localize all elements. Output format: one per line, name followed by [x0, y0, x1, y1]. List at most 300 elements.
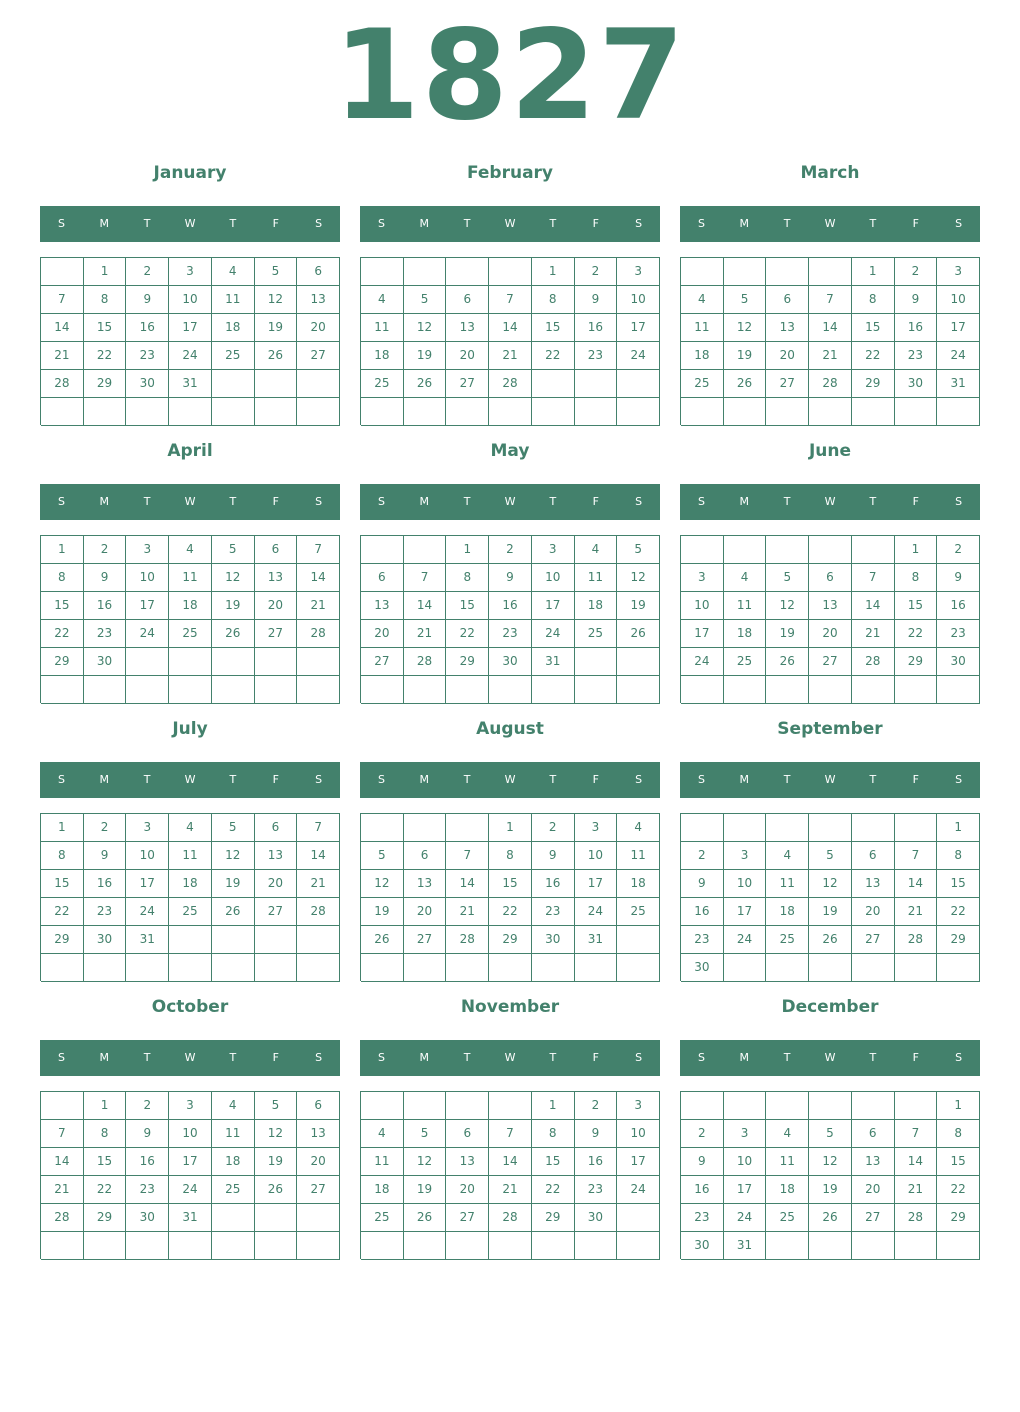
- day-cell: [361, 1232, 404, 1260]
- day-cell: 26: [255, 1176, 298, 1204]
- day-cell: 15: [532, 314, 575, 342]
- day-cell: 30: [126, 1204, 169, 1232]
- weekday-label: S: [955, 217, 963, 230]
- day-cell: 16: [532, 870, 575, 898]
- day-cell: 12: [809, 870, 852, 898]
- day-cell: 21: [489, 342, 532, 370]
- day-cell: 13: [852, 870, 895, 898]
- day-cell: [297, 1204, 340, 1232]
- day-cell: [489, 258, 532, 286]
- day-cell: [297, 954, 340, 982]
- day-cell: 29: [895, 648, 938, 676]
- day-cell: 4: [766, 1120, 809, 1148]
- day-cell: 1: [852, 258, 895, 286]
- day-cell: 27: [297, 1176, 340, 1204]
- day-cell: 3: [169, 1092, 212, 1120]
- weekday-label: W: [504, 495, 516, 508]
- day-cell: [297, 398, 340, 426]
- weekday-label: S: [635, 773, 643, 786]
- day-cell: 8: [41, 564, 84, 592]
- day-cell: 6: [852, 1120, 895, 1148]
- day-cell: 4: [212, 258, 255, 286]
- day-cell: [255, 398, 298, 426]
- weekday-label: S: [697, 217, 705, 230]
- day-cell: 24: [169, 342, 212, 370]
- day-cell: 20: [361, 620, 404, 648]
- day-cell: 11: [766, 1148, 809, 1176]
- day-cell: 26: [361, 926, 404, 954]
- day-cell: 9: [126, 286, 169, 314]
- month-name: January: [153, 163, 227, 183]
- weekday-label: S: [955, 495, 963, 508]
- day-cell: [617, 370, 660, 398]
- weekday-label: M: [419, 217, 430, 230]
- day-cell: 13: [446, 314, 489, 342]
- day-cell: 31: [724, 1232, 767, 1260]
- weekday-label: M: [99, 1051, 110, 1064]
- day-cell: [724, 258, 767, 286]
- day-cell: 15: [489, 870, 532, 898]
- day-cell: 24: [126, 620, 169, 648]
- day-cell: 11: [617, 842, 660, 870]
- day-cell: 29: [41, 648, 84, 676]
- weekday-label: F: [592, 217, 599, 230]
- day-cell: [766, 814, 809, 842]
- day-cell: 9: [84, 564, 127, 592]
- day-cell: 28: [41, 1204, 84, 1232]
- day-cell: 7: [41, 286, 84, 314]
- day-cell: 4: [212, 1092, 255, 1120]
- day-cell: [361, 676, 404, 704]
- weekday-label: T: [143, 217, 151, 230]
- day-cell: [617, 1204, 660, 1232]
- day-cell: [681, 258, 724, 286]
- day-cell: 1: [895, 536, 938, 564]
- day-cell: 21: [404, 620, 447, 648]
- weekday-label: T: [549, 773, 557, 786]
- weekday-label: T: [463, 217, 471, 230]
- day-cell: 13: [809, 592, 852, 620]
- day-cell: 19: [617, 592, 660, 620]
- weekday-label: S: [697, 1051, 705, 1064]
- day-cell: [575, 676, 618, 704]
- day-cell: [852, 1092, 895, 1120]
- weekday-label: F: [272, 217, 279, 230]
- day-cell: 14: [489, 1148, 532, 1176]
- day-cell: 11: [169, 842, 212, 870]
- day-cell: 15: [84, 314, 127, 342]
- weekday-label: F: [592, 495, 599, 508]
- day-cell: 21: [297, 870, 340, 898]
- weekday-label: S: [697, 495, 705, 508]
- day-cell: 14: [404, 592, 447, 620]
- day-cell: 18: [212, 1148, 255, 1176]
- day-cell: [297, 648, 340, 676]
- day-cell: 21: [41, 342, 84, 370]
- day-cell: 21: [852, 620, 895, 648]
- day-cell: 11: [681, 314, 724, 342]
- day-cell: 22: [937, 1176, 980, 1204]
- day-cell: 29: [937, 926, 980, 954]
- day-cell: 22: [532, 1176, 575, 1204]
- day-cell: [212, 954, 255, 982]
- day-cell: [361, 954, 404, 982]
- day-cell: 4: [361, 1120, 404, 1148]
- day-cell: 19: [404, 1176, 447, 1204]
- day-cell: 6: [297, 258, 340, 286]
- weekday-label: T: [783, 773, 791, 786]
- day-cell: 6: [404, 842, 447, 870]
- day-cell: [489, 398, 532, 426]
- day-cell: [446, 398, 489, 426]
- weekday-label: T: [783, 495, 791, 508]
- day-cell: 1: [937, 814, 980, 842]
- day-cell: 11: [212, 1120, 255, 1148]
- day-cell: [489, 676, 532, 704]
- day-cell: 10: [169, 286, 212, 314]
- weekday-label: S: [635, 1051, 643, 1064]
- day-cell: 14: [297, 564, 340, 592]
- day-cell: 13: [255, 564, 298, 592]
- day-cell: 23: [126, 342, 169, 370]
- day-cell: 8: [41, 842, 84, 870]
- day-cell: 5: [255, 1092, 298, 1120]
- weekday-label: W: [184, 1051, 196, 1064]
- day-cell: 23: [895, 342, 938, 370]
- weekday-label: W: [504, 773, 516, 786]
- weekday-header: [680, 1040, 980, 1076]
- day-cell: 25: [212, 1176, 255, 1204]
- day-cell: 6: [297, 1092, 340, 1120]
- day-cell: 3: [617, 1092, 660, 1120]
- day-cell: 10: [532, 564, 575, 592]
- day-cell: 20: [852, 898, 895, 926]
- day-cell: 6: [255, 536, 298, 564]
- weekday-label: S: [377, 773, 385, 786]
- day-cell: 18: [169, 870, 212, 898]
- day-cell: 31: [575, 926, 618, 954]
- day-cell: 18: [575, 592, 618, 620]
- day-cell: [255, 676, 298, 704]
- day-cell: 8: [446, 564, 489, 592]
- day-cell: 15: [937, 870, 980, 898]
- day-cell: 17: [724, 898, 767, 926]
- day-grid: [360, 813, 660, 981]
- weekday-label: F: [272, 495, 279, 508]
- day-cell: 25: [766, 926, 809, 954]
- day-cell: 15: [532, 1148, 575, 1176]
- day-cell: 18: [361, 1176, 404, 1204]
- day-cell: 24: [937, 342, 980, 370]
- day-cell: [766, 1092, 809, 1120]
- weekday-label: S: [377, 1051, 385, 1064]
- day-cell: 5: [212, 814, 255, 842]
- day-cell: [297, 1232, 340, 1260]
- day-cell: 28: [41, 370, 84, 398]
- day-grid: [680, 257, 980, 425]
- day-grid: [40, 257, 340, 425]
- day-cell: 15: [446, 592, 489, 620]
- day-cell: 3: [169, 258, 212, 286]
- day-cell: 11: [766, 870, 809, 898]
- day-cell: 14: [41, 314, 84, 342]
- day-cell: 14: [809, 314, 852, 342]
- day-cell: [575, 398, 618, 426]
- day-cell: [809, 536, 852, 564]
- weekday-header: [680, 762, 980, 798]
- day-cell: 22: [852, 342, 895, 370]
- day-cell: [937, 676, 980, 704]
- day-cell: [84, 398, 127, 426]
- day-cell: 17: [617, 314, 660, 342]
- day-cell: 13: [297, 286, 340, 314]
- day-cell: 18: [212, 314, 255, 342]
- day-cell: 18: [169, 592, 212, 620]
- day-cell: 17: [169, 314, 212, 342]
- day-cell: 25: [169, 620, 212, 648]
- day-cell: 17: [169, 1148, 212, 1176]
- day-cell: 19: [724, 342, 767, 370]
- day-cell: 7: [297, 814, 340, 842]
- day-cell: 3: [532, 536, 575, 564]
- month-name: July: [172, 719, 208, 739]
- weekday-label: S: [57, 1051, 65, 1064]
- day-cell: 17: [126, 592, 169, 620]
- day-cell: 24: [575, 898, 618, 926]
- day-cell: [361, 398, 404, 426]
- weekday-header: [360, 1040, 660, 1076]
- day-cell: [212, 398, 255, 426]
- day-grid: [360, 257, 660, 425]
- weekday-label: W: [184, 495, 196, 508]
- day-cell: [212, 370, 255, 398]
- day-cell: [255, 926, 298, 954]
- day-cell: 1: [84, 1092, 127, 1120]
- weekday-label: W: [504, 1051, 516, 1064]
- day-cell: 10: [724, 1148, 767, 1176]
- weekday-label: T: [143, 495, 151, 508]
- day-cell: [404, 258, 447, 286]
- day-cell: [681, 536, 724, 564]
- day-cell: 17: [575, 870, 618, 898]
- day-cell: 30: [532, 926, 575, 954]
- day-cell: [852, 536, 895, 564]
- day-cell: 2: [575, 258, 618, 286]
- day-cell: 12: [617, 564, 660, 592]
- day-cell: 8: [852, 286, 895, 314]
- day-cell: [361, 258, 404, 286]
- day-cell: 22: [532, 342, 575, 370]
- day-cell: [361, 814, 404, 842]
- day-cell: 29: [489, 926, 532, 954]
- day-cell: 3: [126, 536, 169, 564]
- day-cell: 29: [446, 648, 489, 676]
- day-cell: [41, 954, 84, 982]
- day-grid: [680, 1091, 980, 1259]
- weekday-label: W: [824, 217, 836, 230]
- day-cell: 12: [404, 1148, 447, 1176]
- day-cell: 20: [297, 1148, 340, 1176]
- day-cell: [126, 954, 169, 982]
- day-cell: [489, 1092, 532, 1120]
- day-cell: 21: [41, 1176, 84, 1204]
- day-cell: 16: [575, 314, 618, 342]
- day-cell: [169, 954, 212, 982]
- month-name: June: [808, 441, 852, 461]
- day-cell: 26: [724, 370, 767, 398]
- day-cell: 28: [852, 648, 895, 676]
- day-cell: [895, 676, 938, 704]
- day-cell: [809, 258, 852, 286]
- weekday-label: M: [739, 773, 750, 786]
- day-cell: [255, 370, 298, 398]
- day-cell: 29: [41, 926, 84, 954]
- day-cell: 9: [532, 842, 575, 870]
- day-cell: 1: [84, 258, 127, 286]
- day-cell: [212, 926, 255, 954]
- day-cell: [617, 648, 660, 676]
- day-cell: [169, 926, 212, 954]
- day-cell: 6: [446, 1120, 489, 1148]
- day-cell: 9: [575, 1120, 618, 1148]
- day-cell: [212, 676, 255, 704]
- month-name: December: [781, 997, 879, 1017]
- day-cell: 3: [724, 1120, 767, 1148]
- day-cell: [41, 398, 84, 426]
- day-cell: [617, 926, 660, 954]
- day-cell: 25: [169, 898, 212, 926]
- day-cell: 13: [255, 842, 298, 870]
- day-cell: 21: [895, 1176, 938, 1204]
- day-cell: 23: [681, 926, 724, 954]
- weekday-label: S: [315, 1051, 323, 1064]
- day-cell: 15: [41, 870, 84, 898]
- day-cell: 16: [895, 314, 938, 342]
- day-cell: [297, 370, 340, 398]
- day-cell: 2: [575, 1092, 618, 1120]
- day-cell: 19: [255, 314, 298, 342]
- weekday-header: [40, 1040, 340, 1076]
- day-cell: 16: [681, 898, 724, 926]
- day-cell: 19: [255, 1148, 298, 1176]
- weekday-label: S: [697, 773, 705, 786]
- day-cell: 30: [895, 370, 938, 398]
- month-name: April: [167, 441, 213, 461]
- day-cell: [575, 1232, 618, 1260]
- month-name: February: [466, 163, 554, 183]
- day-cell: 15: [84, 1148, 127, 1176]
- day-cell: 23: [575, 1176, 618, 1204]
- day-cell: [895, 954, 938, 982]
- day-cell: 12: [255, 286, 298, 314]
- day-cell: 27: [255, 898, 298, 926]
- day-cell: [489, 954, 532, 982]
- day-cell: 5: [766, 564, 809, 592]
- day-cell: [809, 1232, 852, 1260]
- weekday-label: S: [57, 217, 65, 230]
- day-cell: 27: [255, 620, 298, 648]
- day-cell: 3: [617, 258, 660, 286]
- weekday-label: F: [592, 1051, 599, 1064]
- day-cell: 27: [404, 926, 447, 954]
- day-cell: [724, 954, 767, 982]
- day-cell: [489, 1232, 532, 1260]
- weekday-label: S: [955, 1051, 963, 1064]
- day-cell: 5: [255, 258, 298, 286]
- day-cell: 26: [404, 370, 447, 398]
- weekday-label: F: [912, 1051, 919, 1064]
- day-cell: 22: [937, 898, 980, 926]
- day-cell: 1: [41, 536, 84, 564]
- day-cell: 8: [937, 842, 980, 870]
- day-cell: 22: [84, 342, 127, 370]
- day-cell: 20: [852, 1176, 895, 1204]
- day-cell: [895, 814, 938, 842]
- day-cell: 22: [41, 620, 84, 648]
- day-cell: 11: [361, 314, 404, 342]
- day-cell: 30: [489, 648, 532, 676]
- day-cell: 23: [489, 620, 532, 648]
- day-cell: 9: [126, 1120, 169, 1148]
- weekday-label: T: [229, 1051, 237, 1064]
- day-cell: 25: [617, 898, 660, 926]
- day-cell: 6: [766, 286, 809, 314]
- day-cell: 19: [361, 898, 404, 926]
- day-cell: [404, 1232, 447, 1260]
- day-cell: 1: [41, 814, 84, 842]
- weekday-label: W: [504, 217, 516, 230]
- day-cell: [84, 1232, 127, 1260]
- day-cell: 29: [937, 1204, 980, 1232]
- day-cell: [532, 954, 575, 982]
- day-cell: 12: [404, 314, 447, 342]
- day-cell: [41, 258, 84, 286]
- day-cell: 7: [489, 1120, 532, 1148]
- day-cell: [681, 676, 724, 704]
- day-cell: 28: [489, 370, 532, 398]
- day-cell: [446, 954, 489, 982]
- day-cell: 1: [532, 1092, 575, 1120]
- day-cell: [617, 954, 660, 982]
- weekday-header: [680, 206, 980, 242]
- day-cell: [532, 398, 575, 426]
- day-cell: 12: [809, 1148, 852, 1176]
- month-name: March: [800, 163, 860, 183]
- day-cell: [446, 814, 489, 842]
- day-cell: [361, 536, 404, 564]
- day-cell: 1: [532, 258, 575, 286]
- day-cell: 7: [852, 564, 895, 592]
- day-cell: 3: [126, 814, 169, 842]
- weekday-label: F: [912, 217, 919, 230]
- day-cell: [895, 398, 938, 426]
- day-cell: [41, 676, 84, 704]
- day-cell: [852, 954, 895, 982]
- day-cell: 10: [617, 1120, 660, 1148]
- day-cell: 14: [895, 1148, 938, 1176]
- weekday-label: S: [315, 773, 323, 786]
- weekday-label: T: [229, 217, 237, 230]
- day-cell: [297, 676, 340, 704]
- day-cell: 11: [212, 286, 255, 314]
- day-cell: [724, 814, 767, 842]
- day-cell: 17: [617, 1148, 660, 1176]
- day-cell: 13: [446, 1148, 489, 1176]
- day-cell: 31: [126, 926, 169, 954]
- day-cell: 28: [446, 926, 489, 954]
- day-cell: 30: [681, 1232, 724, 1260]
- day-cell: 1: [446, 536, 489, 564]
